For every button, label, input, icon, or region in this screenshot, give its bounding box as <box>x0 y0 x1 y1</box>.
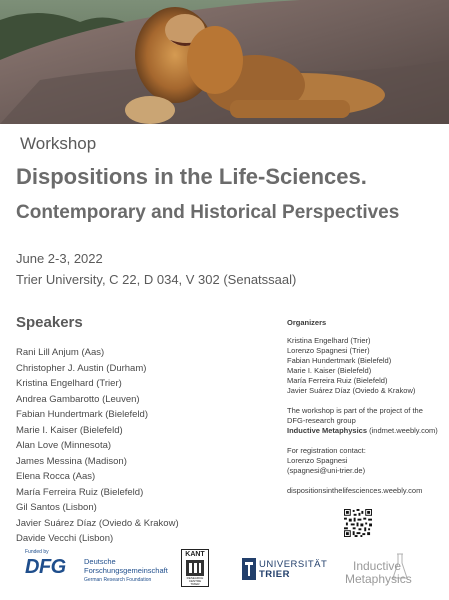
speaker-item: Kristina Engelhard (Trier) <box>16 378 122 389</box>
research-group-url[interactable]: (indmet.weebly.com) <box>367 426 438 435</box>
research-group-name: Inductive Metaphysics <box>287 426 368 435</box>
project-info-line3 <box>287 426 438 436</box>
speaker-item: María Ferreira Ruiz (Bielefeld) <box>16 486 144 498</box>
dfg-name <box>84 557 168 575</box>
dfg-name-line1: Deutsche <box>84 557 116 566</box>
organizer-item: Fabian Hundertmark (Bielefeld) <box>287 356 392 365</box>
dfg-subtitle: German Research Foundation <box>84 577 152 583</box>
website-link[interactable]: dispositionsinthelifesciences.weebly.com <box>287 486 423 495</box>
kant-sub-line1: RESEARCH <box>186 576 204 580</box>
registration-contact-name: Lorenzo Spagnesi <box>287 456 348 465</box>
lion-photo-icon <box>0 0 449 124</box>
organizers-heading: Organizers <box>287 318 327 327</box>
organizer-item: María Ferreira Ruiz (Bielefeld) <box>287 376 388 385</box>
project-info-line1: The workshop is part of the project of the <box>287 406 423 415</box>
speaker-item: Javier Suárez Díaz (Oviedo & Krakow) <box>16 517 179 529</box>
speaker-item: James Messina (Madison) <box>16 455 127 467</box>
kant-portrait-icon <box>186 560 204 576</box>
speaker-item: Fabian Hundertmark (Bielefeld) <box>16 409 149 420</box>
event-venue: Trier University, C 22, D 034, V 302 (Senatssaal) <box>16 272 297 287</box>
inductive-metaphysics-logo-line1: Inductive <box>353 559 402 573</box>
event-date: June 2-3, 2022 <box>16 251 103 266</box>
inductive-metaphysics-logo-line2: Metaphysics <box>345 572 412 586</box>
organizer-item: Lorenzo Spagnesi (Trier) <box>287 346 370 355</box>
registration-line1: For registration contact: <box>287 446 366 455</box>
registration-email[interactable]: (spagnesi@uni-trier.de) <box>287 466 366 475</box>
organizers-list <box>287 336 415 396</box>
speaker-item: Davide Vecchi (Lisbon) <box>16 533 114 544</box>
page-subtitle: Contemporary and Historical Perspectives <box>16 202 400 223</box>
speaker-item: Andrea Gambarotto (Leuven) <box>16 393 140 405</box>
speakers-heading: Speakers <box>16 314 83 331</box>
workshop-label: Workshop <box>20 134 97 153</box>
speakers-list <box>16 345 179 547</box>
hero-lion-photo <box>0 0 449 124</box>
university-trier-emblem-icon <box>242 558 256 580</box>
qr-code-icon[interactable] <box>344 509 372 537</box>
speaker-item: Alan Love (Minnesota) <box>16 440 112 451</box>
dfg-funded-label: Funded by <box>25 549 49 555</box>
kant-sub-line3: TRIER <box>190 582 200 586</box>
speaker-item: Rani Lill Anjum (Aas) <box>16 347 105 358</box>
university-logo-line2: TRIER <box>259 569 290 580</box>
kant-sub-line2: CENTRE <box>188 579 202 583</box>
speaker-item: Gil Santos (Lisbon) <box>16 502 97 513</box>
kant-logo-subtitle <box>182 577 208 586</box>
dfg-logo: DFG <box>25 556 66 578</box>
speaker-item: Christopher J. Austin (Durham) <box>16 362 147 374</box>
kant-logo-word: KANT <box>185 551 205 558</box>
speaker-item: Marie I. Kaiser (Bielefeld) <box>16 424 123 436</box>
university-logo-line1: UNIVERSITÄT <box>259 559 328 570</box>
organizer-item: Javier Suárez Díaz (Oviedo & Krakow) <box>287 386 416 395</box>
organizer-item: Kristina Engelhard (Trier) <box>287 336 371 345</box>
dfg-name-line2: Forschungsgemeinschaft <box>84 566 168 575</box>
project-info-line2: DFG-research group <box>287 416 356 425</box>
kant-research-centre-logo <box>181 549 209 587</box>
speaker-item: Elena Rocca (Aas) <box>16 471 96 482</box>
page-title: Dispositions in the Life-Sciences. <box>16 164 367 189</box>
organizer-item: Marie I. Kaiser (Bielefeld) <box>287 366 372 375</box>
